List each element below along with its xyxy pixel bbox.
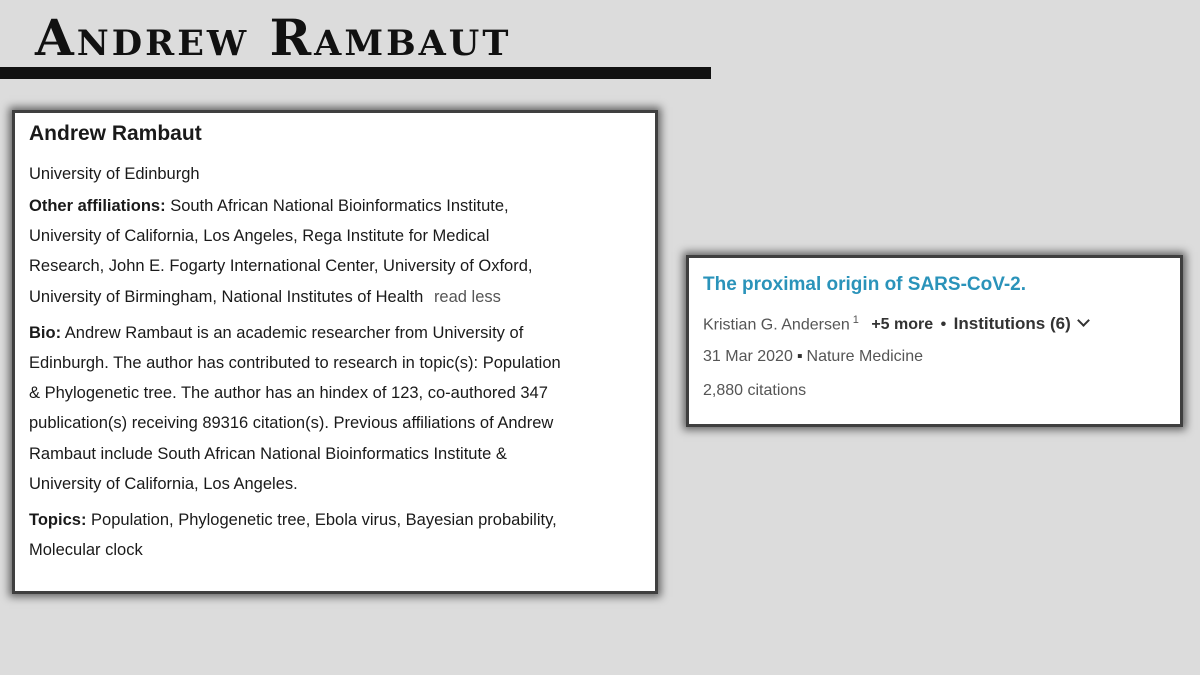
bio-line: Rambaut include South African National Bioinformatics Institute &	[29, 444, 507, 463]
bio-label: Bio:	[29, 323, 62, 342]
more-authors-button[interactable]: +5 more	[871, 316, 934, 334]
paper-title-link[interactable]: The proximal origin of SARS-CoV-2.	[703, 274, 1027, 295]
other-affiliations-label: Other affiliations:	[29, 197, 166, 215]
affiliation-line: South African National Bioinformatics Institute,	[170, 197, 509, 215]
chevron-down-icon	[1077, 314, 1090, 327]
first-author[interactable]: Kristian G. Andersen	[703, 316, 850, 334]
publication-date: 31 Mar 2020	[703, 348, 793, 366]
headline-underline	[0, 67, 711, 79]
author-profile-card	[12, 110, 658, 594]
topics-line: Molecular clock	[29, 541, 143, 560]
affiliation-line: University of Birmingham, National Institutes of Health	[29, 287, 424, 306]
read-less-link[interactable]: read less	[433, 287, 501, 306]
topics-line: Population, Phylogenetic tree, Ebola virus, Bayesian probability,	[91, 511, 557, 530]
author-name: Andrew Rambaut	[29, 122, 202, 145]
other-affiliations	[29, 191, 641, 312]
institutions-dropdown[interactable]	[954, 316, 1088, 333]
paper-authors	[703, 308, 1166, 337]
author-affiliation-number: 1	[852, 314, 859, 326]
bio-line: Edinburgh. The author has contributed to research in topic(s): Population	[29, 354, 561, 373]
author-institution: University of Edinburgh	[29, 165, 200, 183]
bullet-separator: •	[940, 316, 947, 334]
citation-count: 2,880 citations	[703, 382, 807, 400]
paper-meta	[703, 345, 1166, 369]
page-headline: Andrew Rambaut	[35, 8, 512, 67]
topics-label: Topics:	[29, 511, 87, 530]
bio-line: publication(s) receiving 89316 citation(s). Previous affiliations of Andrew	[29, 414, 554, 433]
bio-line: University of California, Los Angeles.	[29, 474, 298, 493]
affiliation-line: Research, John E. Fogarty International Center, University of Oxford,	[29, 257, 533, 276]
author-bio	[29, 318, 641, 499]
meta-separator: ▪	[796, 348, 803, 366]
paper-card	[686, 255, 1183, 427]
journal-name: Nature Medicine	[806, 348, 924, 366]
bio-line: & Phylogenetic tree. The author has an hindex of 123, co-authored 347	[29, 384, 548, 403]
bio-line: Andrew Rambaut is an academic researcher from University of	[64, 323, 524, 342]
affiliation-line: University of California, Los Angeles, Rega Institute for Medical	[29, 227, 490, 246]
institutions-label: Institutions (6)	[953, 314, 1071, 334]
author-topics	[29, 505, 641, 565]
